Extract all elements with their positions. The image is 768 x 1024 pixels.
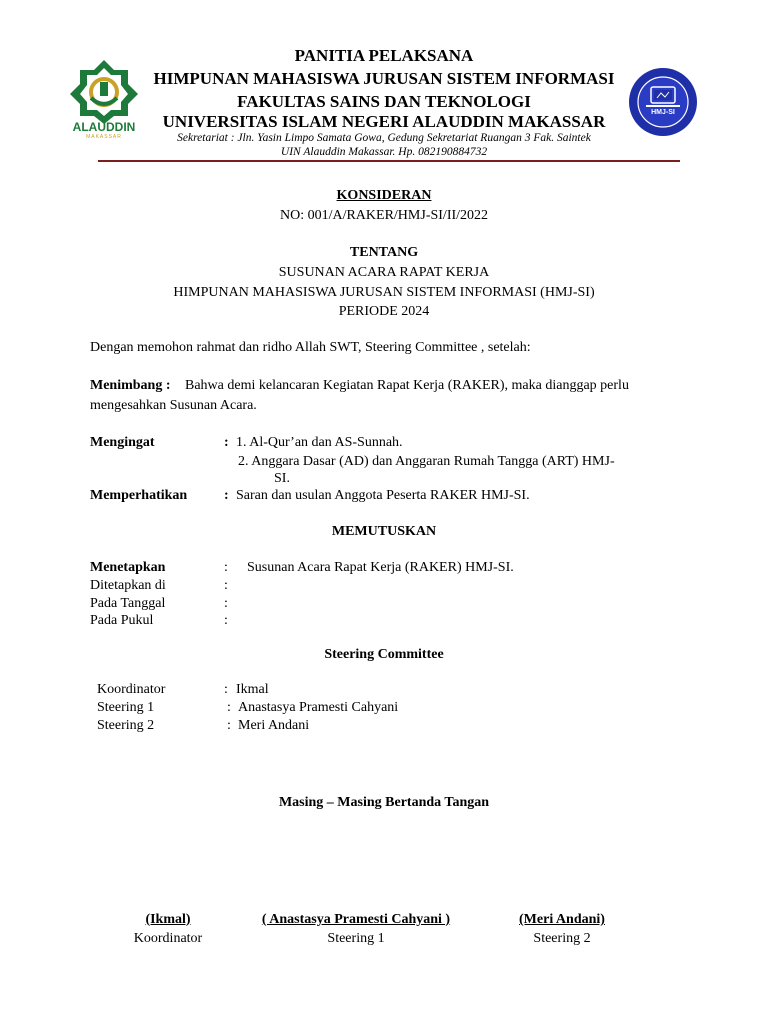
pukul-label: Pada Pukul bbox=[90, 613, 154, 628]
header-address-1: Sekretariat : Jln. Yasin Limpo Samata Gowa, Gedung Sekretariat Ruangan 3 Fak. Saintek bbox=[177, 132, 591, 144]
subject-line-2: HIMPUNAN MAHASISWA JURUSAN SISTEM INFORMASI (HMJ-SI) bbox=[173, 285, 595, 300]
menetapkan-colon: : bbox=[224, 560, 228, 575]
menimbang-text: Bahwa demi kelancaran Kegiatan Rapat Kerja (RAKER), maka dianggap perlu bbox=[185, 378, 629, 393]
mengingat-item-2: 2. Anggara Dasar (AD) dan Anggaran Rumah Tangga (ART) HMJ- bbox=[238, 454, 615, 469]
committee-heading: Steering Committee bbox=[324, 647, 444, 662]
signature-role-1: Koordinator bbox=[133, 931, 203, 946]
signature-name-1: (Ikmal) bbox=[145, 912, 191, 927]
logo-left-text: ALAUDDIN bbox=[72, 120, 136, 134]
menetapkan-label: Menetapkan bbox=[90, 560, 166, 575]
mengingat-label: Mengingat bbox=[90, 435, 155, 450]
subject-line-3: PERIODE 2024 bbox=[338, 304, 430, 319]
tanggal-colon: : bbox=[224, 596, 228, 611]
committee-colon-3: : bbox=[227, 718, 231, 733]
logo-left-sub: MAKASSAR bbox=[86, 134, 122, 140]
tentang-heading: TENTANG bbox=[349, 245, 419, 260]
ditetapkan-label: Ditetapkan di bbox=[90, 578, 166, 593]
memperhatikan-label: Memperhatikan bbox=[90, 488, 188, 503]
menetapkan-text: Susunan Acara Rapat Kerja (RAKER) HMJ-SI. bbox=[247, 560, 514, 575]
committee-role-2: Steering 1 bbox=[97, 700, 155, 715]
opening-text: Dengan memohon rahmat dan ridho Allah SWT, Steering Committee , setelah: bbox=[90, 340, 531, 355]
pukul-colon: : bbox=[224, 613, 228, 628]
mengingat-colon: : bbox=[224, 435, 229, 450]
memperhatikan-text: Saran dan usulan Anggota Peserta RAKER HMJ-SI. bbox=[236, 488, 530, 503]
signatures-heading: Masing – Masing Bertanda Tangan bbox=[278, 795, 490, 810]
committee-role-3: Steering 2 bbox=[97, 718, 155, 733]
memperhatikan-colon: : bbox=[224, 488, 229, 503]
signature-name-2: ( Anastasya Pramesti Cahyani ) bbox=[261, 912, 451, 927]
mengingat-item-1: 1. Al-Qur’an dan AS-Sunnah. bbox=[236, 435, 403, 450]
committee-name-2: Anastasya Pramesti Cahyani bbox=[238, 700, 399, 715]
committee-name-1: Ikmal bbox=[236, 682, 269, 697]
header-address-2: UIN Alauddin Makassar. Hp. 082190884732 bbox=[280, 146, 488, 158]
logo-right-text: HMJ-SI bbox=[651, 109, 675, 116]
signature-role-3: Steering 2 bbox=[533, 931, 591, 946]
header-organization: HIMPUNAN MAHASISWA JURUSAN SISTEM INFORMASI bbox=[153, 69, 615, 88]
committee-colon-1: : bbox=[224, 682, 228, 697]
committee-role-1: Koordinator bbox=[97, 682, 166, 697]
signature-role-2: Steering 1 bbox=[327, 931, 385, 946]
tanggal-label: Pada Tanggal bbox=[90, 596, 166, 611]
committee-name-3: Meri Andani bbox=[238, 718, 310, 733]
menimbang-label: Menimbang : bbox=[90, 378, 171, 393]
header-divider bbox=[98, 160, 680, 162]
header-university: UNIVERSITAS ISLAM NEGERI ALAUDDIN MAKASSAR bbox=[162, 112, 606, 131]
doc-number: NO: 001/A/RAKER/HMJ-SI/II/2022 bbox=[279, 208, 489, 223]
subject-line-1: SUSUNAN ACARA RAPAT KERJA bbox=[278, 265, 490, 280]
signature-name-3: (Meri Andani) bbox=[519, 912, 605, 927]
header-committee: PANITIA PELAKSANA bbox=[294, 46, 474, 65]
mengingat-item-2-cont: SI. bbox=[274, 471, 290, 486]
menimbang-text-cont: mengesahkan Susunan Acara. bbox=[90, 398, 257, 413]
doc-heading: KONSIDERAN bbox=[336, 188, 432, 203]
committee-colon-2: : bbox=[227, 700, 231, 715]
header-faculty: FAKULTAS SAINS DAN TEKNOLOGI bbox=[237, 92, 531, 111]
memutuskan-heading: MEMUTUSKAN bbox=[331, 524, 437, 539]
ditetapkan-colon: : bbox=[224, 578, 228, 593]
